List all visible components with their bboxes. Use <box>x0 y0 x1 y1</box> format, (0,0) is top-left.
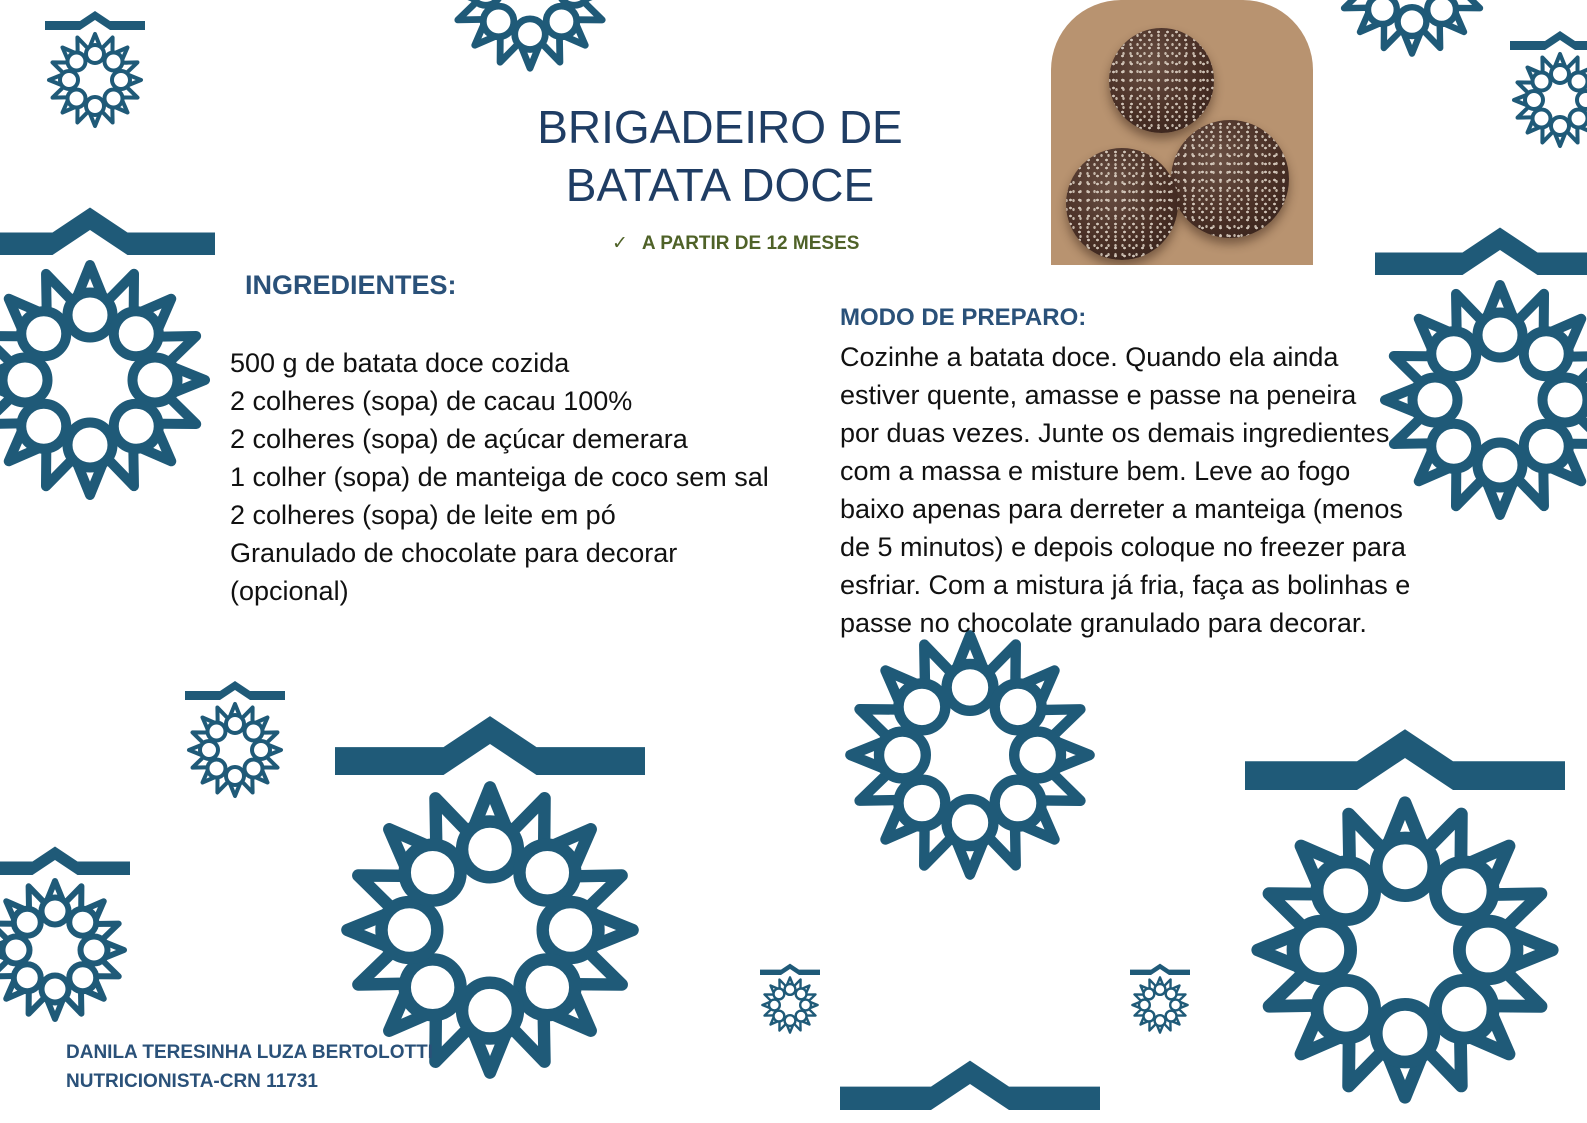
recipe-title <box>470 98 970 214</box>
age-label: A PARTIR DE 12 MESES <box>641 233 860 254</box>
ingredients-heading: INGREDIENTES: <box>245 270 457 300</box>
preparation-line: baixo apenas para derreter a manteiga (menos <box>840 494 1403 524</box>
title-line: BATATA DOCE <box>565 159 875 211</box>
preparation-line: de 5 minutos) e depois coloque no freezer para <box>840 532 1406 562</box>
ingredient-item: 1 colher (sopa) de manteiga de coco sem sal <box>230 462 769 492</box>
preparation-line: estiver quente, amasse e passe na peneira <box>840 380 1357 410</box>
check-icon: ✓ <box>612 233 628 254</box>
brigadeiro-photo <box>1051 0 1313 265</box>
preparation-line: com a massa e misture bem. Leve ao fogo <box>840 456 1351 486</box>
age-recommendation <box>612 232 859 255</box>
author-credential: NUTRICIONISTA-CRN 11731 <box>66 1071 318 1092</box>
ingredient-item: 2 colheres (sopa) de açúcar demerara <box>230 424 688 454</box>
ingredient-item: 2 colheres (sopa) de cacau 100% <box>230 386 633 416</box>
preparation-heading: MODO DE PREPARO: <box>840 304 1087 331</box>
preparation-line: esfriar. Com a mistura já fria, faça as bolinhas e <box>840 570 1411 600</box>
ingredient-item: 500 g de batata doce cozida <box>230 348 570 378</box>
author-credit <box>66 1038 433 1096</box>
ingredient-item: 2 colheres (sopa) de leite em pó <box>230 500 616 530</box>
preparation-line: passe no chocolate granulado para decorar. <box>840 608 1367 638</box>
ingredient-item: Granulado de chocolate para decorar <box>230 538 678 568</box>
author-name: DANILA TERESINHA LUZA BERTOLOTTI <box>66 1042 433 1063</box>
preparation-text <box>840 338 1470 642</box>
ingredients-list <box>230 344 830 610</box>
preparation-line: Cozinhe a batata doce. Quando ela ainda <box>840 342 1339 372</box>
title-line: BRIGADEIRO DE <box>537 101 903 153</box>
ingredient-item: (opcional) <box>230 576 349 606</box>
preparation-line: por duas vezes. Junte os demais ingredientes <box>840 418 1390 448</box>
